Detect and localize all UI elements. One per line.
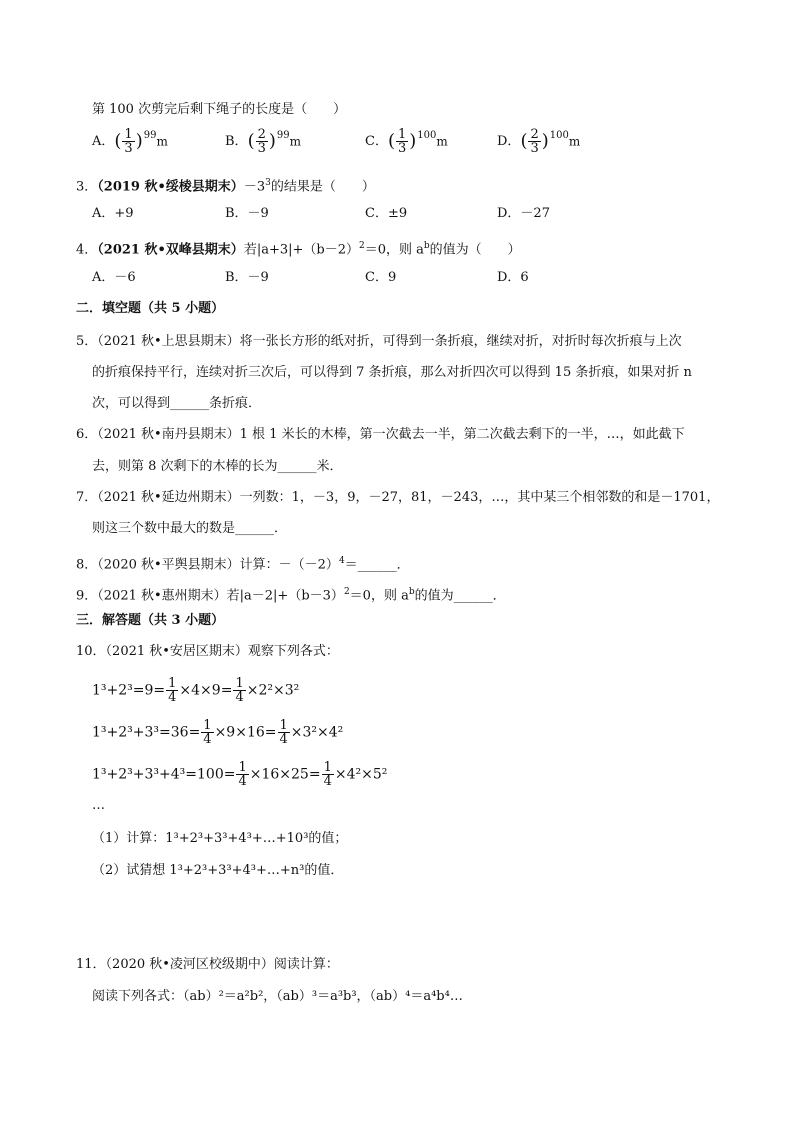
q11-stem: 11．（2020 秋•凌河区校级期中）阅读计算： xyxy=(76,957,339,972)
fraction: $\frac{2}{3}$ xyxy=(530,127,539,156)
q2-option-d: D．( $\frac{2}{3}$ )$^{100}$m xyxy=(497,127,581,156)
q5-line-2: 的折痕保持平行，连续对折三次后，可以得到 7 条折痕，那么对折四次可以得到 15 条折痕，如果对折 n xyxy=(92,365,692,380)
section-heading-answer: 三．解答题（共 3 小题） xyxy=(76,613,225,628)
q4-stem: 4．（2021 秋•双峰县期末）若$|a+3|+(b-2)^2=0$，则 $a^b$的值为（ ） xyxy=(76,241,521,258)
q10-stem: 10．（2021 秋•安居区期末）观察下列各式： xyxy=(76,644,339,659)
fraction: $\frac{1}{4}$ xyxy=(238,760,247,789)
q2-option-a: A．( $\frac{1}{3}$ )$^{99}$m xyxy=(92,127,168,156)
fraction: $\frac{1}{4}$ xyxy=(203,718,212,747)
q10-sub-question-1: （1）计算：1³+2³+3³+4³+…+10³的值； xyxy=(92,831,348,846)
fraction: $\frac{2}{3}$ xyxy=(257,127,266,156)
q11-line-2: 阅读下列各式：（ab）²＝a²b²，（ab）³＝a³b³，（ab）⁴＝a⁴b⁴… xyxy=(92,989,463,1004)
q10-ellipsis: … xyxy=(92,798,105,813)
option-letter: D． xyxy=(497,134,521,149)
q8-stem: 8．（2020 秋•平舆县期末）计算：$-(-2)^4=\_\_\_\_\_\_$． xyxy=(76,556,410,573)
q5-line-1: 5．（2021 秋•上思县期末）将一张长方形的纸对折，可得到一条折痕，继续对折，对折时每次折痕与上次 xyxy=(76,334,682,349)
fraction: $\frac{1}{3}$ xyxy=(397,127,407,156)
q5-line-3: 次，可以得到______条折痕． xyxy=(92,396,262,411)
q3-option-d: D．－27 xyxy=(497,206,550,221)
option-letter: B． xyxy=(225,134,248,149)
q7-line-2: 则这三个数中最大的数是______． xyxy=(92,521,288,536)
q2-stem: 第 100 次剪完后剩下绳子的长度是（ ） xyxy=(92,102,347,117)
q4-option-a: A．－6 xyxy=(92,270,136,285)
fraction: $\frac{1}{4}$ xyxy=(168,676,177,705)
fraction: $\frac{1}{4}$ xyxy=(235,676,244,705)
option-letter: A． xyxy=(92,134,115,149)
q6-line-1: 6．（2021 秋•南丹县期末）1 根 1 米长的木棒，第一次截去一半，第二次截去剩下的一半，…，如此截下 xyxy=(76,427,685,442)
q4-option-d: D．6 xyxy=(497,270,529,285)
q3-option-b: B．－9 xyxy=(225,206,269,221)
q3-option-c: C．±9 xyxy=(365,206,408,221)
q9-stem: 9．（2021 秋•惠州期末）若$|a-2|+(b-3)^2=0$，则 $a^b$的值为______． xyxy=(76,587,506,604)
q10-equation-2: 1³+2³+3³=36= $\frac{1}{4}$ ×9×16= $\frac{1}{4}$ ×3²×4² xyxy=(92,718,344,747)
q6-line-2: 去，则第 8 次剩下的木棒的长为______米． xyxy=(92,459,343,474)
q3-option-a: A．+9 xyxy=(92,206,134,221)
q10-sub-question-2: （2）试猜想 1³+2³+3³+4³+…+n³的值． xyxy=(92,863,344,878)
q2-option-b: B．( $\frac{2}{3}$ )$^{99}$m xyxy=(225,127,302,156)
fraction: $\frac{1}{4}$ xyxy=(279,718,288,747)
q10-equation-3: 1³+2³+3³+4³=100= $\frac{1}{4}$ ×16×25= $\frac{1}{4}$ ×4²×5² xyxy=(92,760,388,789)
q2-option-c: C．( $\frac{1}{3}$ )$^{100}$m xyxy=(365,127,448,156)
q10-equation-1: 1³+2³=9= $\frac{1}{4}$ ×4×9= $\frac{1}{4}$ ×2²×3² xyxy=(92,676,300,705)
fraction: $\frac{1}{4}$ xyxy=(323,760,332,789)
q7-line-1: 7．（2021 秋•延边州期末）一列数：1，－3，9，－27，81，－243，…，其中某三个相邻数的和是－1701， xyxy=(76,490,720,505)
q3-stem: 3．（2019 秋•绥棱县期末）$-3^3$的结果是（ ） xyxy=(76,178,375,195)
q4-option-b: B．－9 xyxy=(225,270,269,285)
section-heading-fill-in: 二．填空题（共 5 小题） xyxy=(76,301,225,316)
q4-option-c: C．9 xyxy=(365,270,397,285)
fraction: $\frac{1}{3}$ xyxy=(124,127,133,156)
option-letter: C． xyxy=(365,134,388,149)
